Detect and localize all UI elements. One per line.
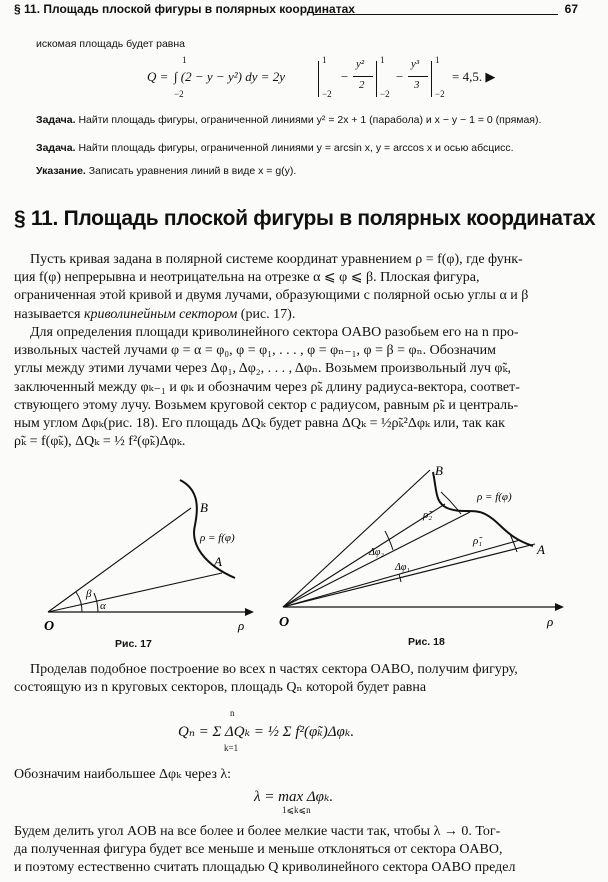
figure-17 <box>30 470 270 650</box>
text-line: ция f(φ) непрерывна и неотрицательна на отрезке α ⩽ φ ⩽ β. Плоская фигура, <box>14 270 480 286</box>
text-line: Пусть кривая задана в полярной системе координат уравнением ρ = f(φ), где функ- <box>30 252 523 267</box>
area-formula: Q = ∫ (2 − y − y²) dy = 2y 1 −2 1 −2 − y² 2 1 −2 − y³ 3 1 −2 = 4,5. ▶ <box>147 55 496 99</box>
sector-arc-2 <box>441 492 461 514</box>
ray-phi <box>283 512 470 607</box>
formula-lhs: Q = <box>147 69 169 84</box>
label-O: O <box>279 615 290 630</box>
label-rho2: ρ̃₂ <box>423 509 433 521</box>
max-subscript: 1⩽k⩽n <box>282 805 311 815</box>
task-2 <box>36 142 514 154</box>
running-head-title: § 11. Площадь плоской фигуры в полярных координатах <box>14 2 355 16</box>
integral-lower-limit: −2 <box>174 89 184 99</box>
term-curvilinear-sector: криволинейным сектором <box>83 306 238 322</box>
text-line: да полученная фигура будет все меньше и меньше отклоняться от сектора OABO, <box>14 842 503 858</box>
integral-upper-limit: 1 <box>182 55 187 65</box>
text-line: Для определения площади криволинейного сектора OABO разобьем его на n про- <box>30 325 519 340</box>
paragraph-3 <box>14 661 596 697</box>
text-line: ным углом Δφₖ(рис. 18). Его площадь ΔQₖ будет равна ΔQₖ = ½ρ̃ₖ²Δφₖ или, так как <box>14 415 505 431</box>
intro-text: искомая площадь будет равна <box>36 38 186 50</box>
text-line: извольных частей лучами φ = α = φ₀, φ = φ₁, . . . , φ = φₙ₋₁, φ = β = φₙ. Обозначим <box>14 343 496 359</box>
figure-18-caption: Рис. 18 <box>408 636 445 648</box>
label-rho: ρ <box>238 618 245 633</box>
label-A: A <box>537 542 545 557</box>
text-line: Будем делить угол AOB на все более и более мелкие части так, чтобы λ → 0. Тог- <box>14 824 501 839</box>
beta-arc <box>76 592 82 612</box>
axis-arrow <box>245 608 254 616</box>
label-O: O <box>44 619 55 634</box>
text-line: называется криволинейным сектором (рис. 17). <box>14 306 296 322</box>
label-alpha: α <box>100 600 106 612</box>
text-line: углы между этими лучами через Δφ₁, Δφ₂, . . . , Δφₙ. Возьмем произвольный луч φ̃ₖ, <box>14 361 512 377</box>
sum-upper-limit: n <box>230 708 235 718</box>
max-equation: λ = max Δφₖ. <box>254 789 334 805</box>
text-line: ствующего этому лучу. Возьмем круговой сектор с радиусом, равным ρ̃ₖ и централь- <box>14 397 519 413</box>
task-1 <box>36 114 541 126</box>
label-curve: ρ = f(φ) <box>200 532 235 544</box>
text-line: состоящую из n круговых секторов, площадь Qₙ которой будет равна <box>14 680 427 696</box>
formula-body: ∫ (2 − y − y²) dy = 2y <box>174 69 286 84</box>
task-1-text: Найти площадь фигуры, ограниченной линиями y² = 2x + 1 (парабола) и x − y − 1 = 0 (прямая). <box>78 114 542 126</box>
text-line: ограниченная этой кривой и двумя лучами, образующими с полярной осью углы α и β <box>14 288 529 304</box>
text-line: заключенный между φₖ₋₁ и φₖ и обозначим через ρ̃ₖ длину радиуса-вектора, соответ- <box>14 379 520 395</box>
task-2-text: Найти площадь фигуры, ограниченной линиями y = arcsin x, y = arccos x и осью абсцисс. <box>78 142 514 154</box>
ray-phi2 <box>283 504 445 607</box>
paragraph-1 <box>14 251 596 324</box>
label-rho: ρ <box>547 614 554 629</box>
hint-label: Указание. <box>36 165 86 177</box>
sum-equation: Qₙ = Σ ΔQₖ = ½ Σ f²(φ̃ₖ)Δφₖ. <box>178 724 355 740</box>
label-dphi2: Δφ₂ <box>369 547 384 558</box>
paragraph-2 <box>14 324 596 451</box>
label-A: A <box>214 554 222 569</box>
text-line: Проделав подобное построение во всех n частях сектора OABO, получим фигуру, <box>30 662 518 677</box>
hint-text: Записать уравнения линий в виде x = g(y). <box>88 165 297 177</box>
paragraph-5 <box>14 823 596 878</box>
alpha-arc <box>94 593 98 612</box>
task-2-label: Задача. <box>36 142 76 154</box>
figure-17-caption: Рис. 17 <box>115 638 152 650</box>
label-B: B <box>200 500 208 515</box>
running-head <box>14 2 594 20</box>
ray-OA <box>283 544 535 607</box>
hint <box>36 165 296 177</box>
label-dphi1: Δφ₁ <box>395 562 410 573</box>
sum-lower-limit: k=1 <box>224 743 239 753</box>
paragraph-4 <box>14 766 596 784</box>
curve-f <box>433 472 533 546</box>
figure-18 <box>265 462 595 650</box>
label-rho1: ρ̃₁ <box>473 535 483 547</box>
task-1-label: Задача. <box>36 114 76 126</box>
label-beta: β <box>86 588 92 600</box>
curve-f <box>180 480 235 578</box>
section-title: § 11. Площадь плоской фигуры в полярных координатах <box>14 207 596 230</box>
running-head-rule <box>314 14 558 15</box>
text-line: ρ̃ₖ = f(φ̃ₖ), ΔQₖ = ½ f²(φ̃ₖ)Δφₖ. <box>14 434 186 450</box>
formula-result: = 4,5. ▶ <box>452 69 496 84</box>
axis-arrow <box>555 603 564 611</box>
label-B: B <box>435 463 443 478</box>
text-line: Обозначим наибольшее Δφₖ через λ: <box>14 767 232 782</box>
label-curve: ρ = f(φ) <box>477 491 512 503</box>
text-line: и поэтому естественно считать площадью Q криволинейного сектора OABO предел <box>14 860 516 876</box>
dphi2-arc <box>385 531 393 550</box>
page-number: 67 <box>564 2 578 16</box>
